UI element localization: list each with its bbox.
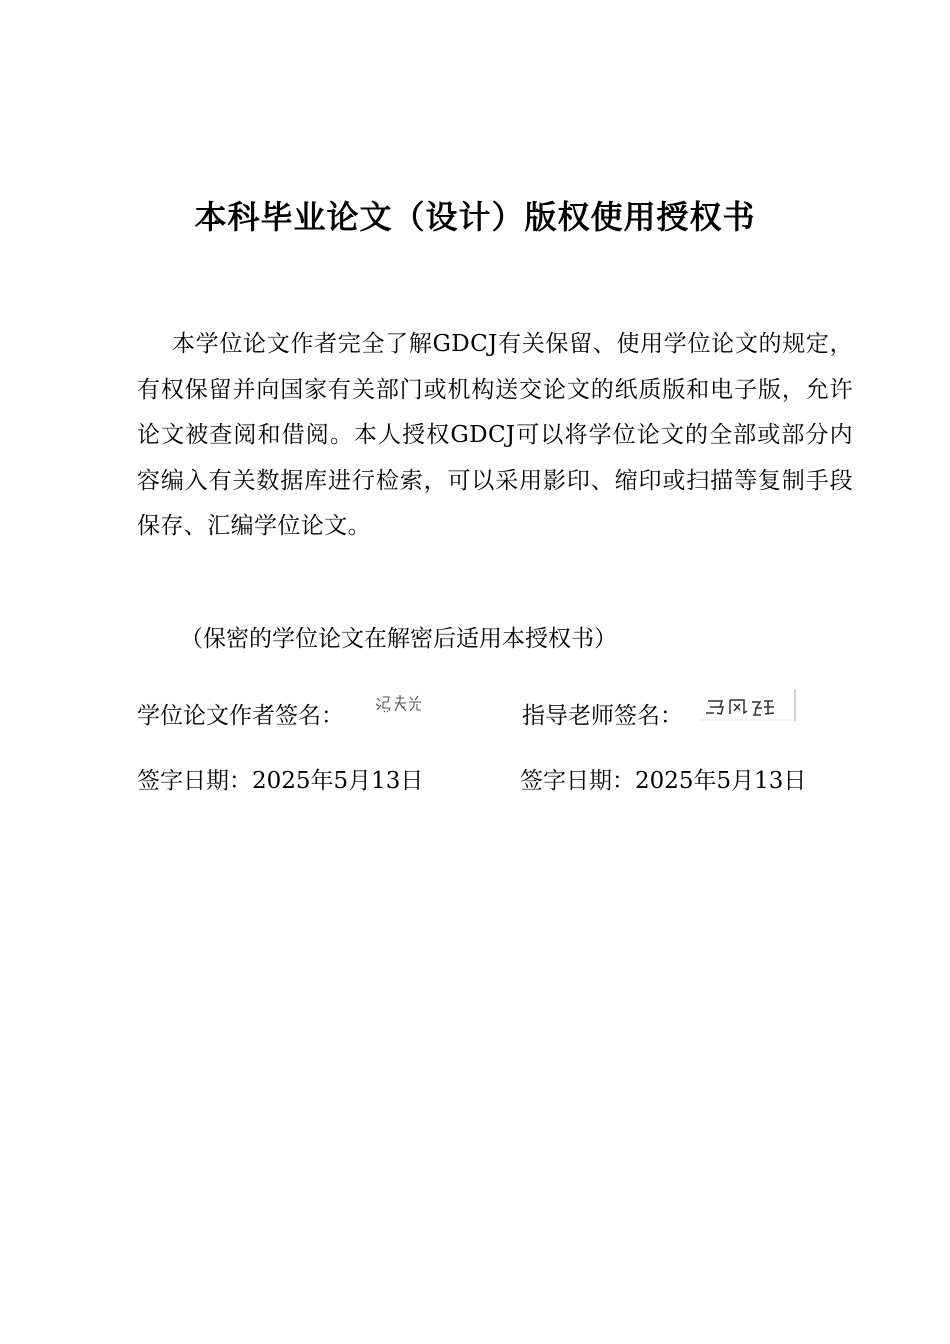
advisor-sign-date: 签字日期：2025年5月13日	[520, 768, 807, 794]
author-sign-date: 签字日期：2025年5月13日	[137, 768, 424, 794]
authorization-paragraph: 本学位论文作者完全了解GDCJ有关保留、使用学位论文的规定，有权保留并向国家有关部门或机构送交论文的纸质版和电子版，允许论文被查阅和借阅。本人授权GDCJ可以将学位论文的全部或部分内容编入有关数据库进行检索，可以采用影印、缩印或扫描等复制手段保存、汇编学位论文。	[137, 331, 853, 539]
advisor-signature-label: 指导老师签名：	[522, 703, 683, 729]
page-title: 本科毕业论文（设计）版权使用授权书	[194, 198, 756, 236]
author-signature-label: 学位论文作者签名：	[137, 703, 344, 729]
confidential-note: （保密的学位论文在解密后适用本授权书）	[180, 626, 617, 652]
author-signature-image	[374, 692, 426, 714]
advisor-signature-image	[700, 688, 798, 722]
